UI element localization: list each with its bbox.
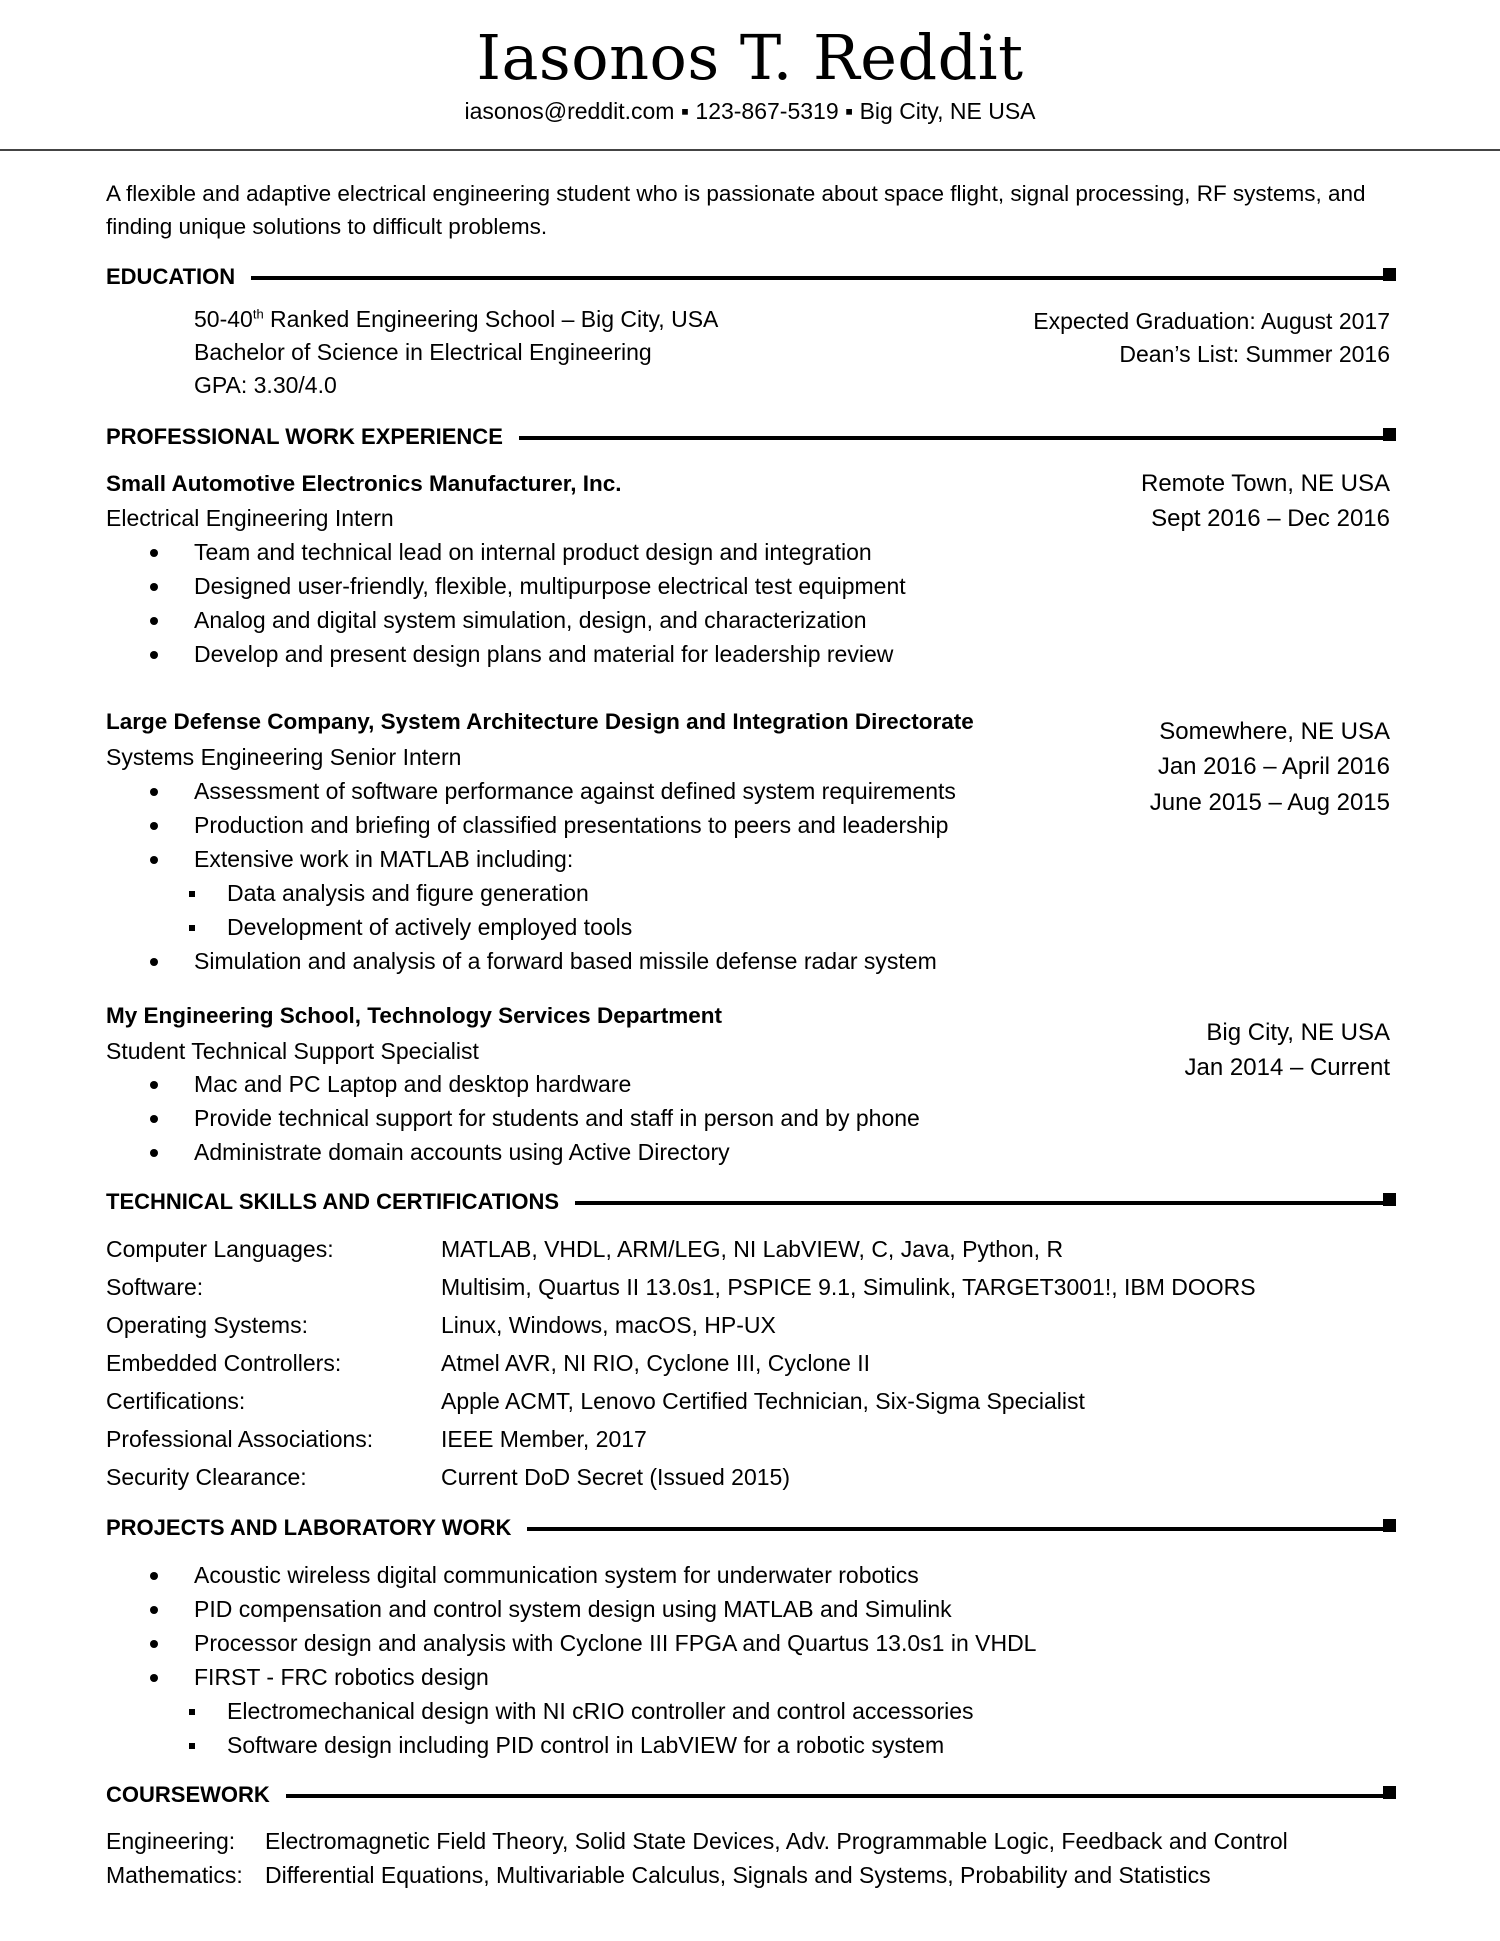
- bullet-icon: [150, 1674, 158, 1682]
- skill-label: Security Clearance:: [106, 1464, 307, 1490]
- list-item: [194, 1069, 631, 1099]
- gpa: GPA: 3.30/4.0: [194, 372, 337, 398]
- job-location: Big City, NE USA: [1206, 1019, 1390, 1046]
- bullet-icon: [150, 1081, 158, 1089]
- school-rank: 50-40: [194, 306, 253, 332]
- bullet-icon: [150, 583, 158, 591]
- job-location: Remote Town, NE USA: [1141, 470, 1390, 497]
- job-title: Electrical Engineering Intern: [106, 505, 394, 531]
- square-bullet-icon: [189, 1709, 195, 1715]
- section-heading-education: [106, 263, 1396, 291]
- list-item: [194, 844, 573, 874]
- deans-list: Dean’s List: Summer 2016: [1119, 341, 1390, 367]
- list-item: [194, 776, 956, 806]
- section-rule: [251, 276, 1383, 280]
- list-item: [194, 1594, 952, 1624]
- list-item-text: Production and briefing of classified presentations to peers and leadership: [194, 812, 949, 838]
- section-title: EDUCATION: [106, 264, 236, 289]
- bullet-icon: [150, 651, 158, 659]
- list-item-text: Development of actively employed tools: [227, 914, 633, 940]
- list-item-text: Analog and digital system simulation, design, and characterization: [194, 607, 867, 633]
- list-item-text: Designed user-friendly, flexible, multipurpose electrical test equipment: [194, 573, 906, 599]
- graduation-date: Expected Graduation: August 2017: [1033, 308, 1390, 334]
- section-heading-experience: [106, 423, 1396, 451]
- skill-label: Operating Systems:: [106, 1312, 308, 1338]
- skill-label: Computer Languages:: [106, 1236, 334, 1262]
- sub-list-item: [227, 1730, 944, 1760]
- coursework-label: Engineering:: [106, 1828, 236, 1854]
- list-item-text: Processor design and analysis with Cyclone III FPGA and Quartus 13.0s1 in VHDL: [194, 1630, 1037, 1656]
- list-item-text: Develop and present design plans and material for leadership review: [194, 641, 894, 667]
- section-heading-coursework: [106, 1781, 1396, 1809]
- section-heading-projects: [106, 1514, 1396, 1542]
- list-item-text: Simulation and analysis of a forward based missile defense radar system: [194, 948, 937, 974]
- bullet-icon: [150, 1115, 158, 1123]
- section-title: TECHNICAL SKILLS AND CERTIFICATIONS: [106, 1189, 560, 1214]
- list-item: [194, 1103, 920, 1133]
- section-rule-end-square: [1383, 1786, 1396, 1799]
- list-item: [194, 1662, 489, 1692]
- list-item-text: Software design including PID control in LabVIEW for a robotic system: [227, 1732, 945, 1758]
- list-item-text: Team and technical lead on internal product design and integration: [194, 539, 872, 565]
- list-item: [194, 537, 872, 567]
- job-dates: Sept 2016 – Dec 2016: [1151, 505, 1390, 532]
- sub-list-item: [227, 912, 632, 942]
- company-name: Large Defense Company, System Architecture Design and Integration Directorate: [106, 709, 974, 734]
- skill-value: Atmel AVR, NI RIO, Cyclone III, Cyclone II: [441, 1350, 871, 1376]
- section-title: COURSEWORK: [106, 1782, 270, 1807]
- summary-paragraph: A flexible and adaptive electrical engineering student who is passionate about space flight, signal processing, RF systems, and finding unique solutions to difficult problems.: [106, 181, 1366, 239]
- candidate-name: Iasonos T. Reddit: [476, 21, 1024, 94]
- skill-value: Multisim, Quartus II 13.0s1, PSPICE 9.1, Simulink, TARGET3001!, IBM DOORS: [441, 1274, 1256, 1300]
- section-title: PROJECTS AND LABORATORY WORK: [106, 1515, 512, 1540]
- skill-label: Certifications:: [106, 1388, 246, 1414]
- section-rule-end-square: [1383, 268, 1396, 281]
- list-item-text: FIRST - FRC robotics design: [194, 1664, 489, 1690]
- skill-label: Software:: [106, 1274, 204, 1300]
- job-dates: June 2015 – Aug 2015: [1149, 789, 1390, 816]
- bullet-icon: [150, 1606, 158, 1614]
- sub-list-item: [227, 1696, 974, 1726]
- header-divider: [0, 149, 1500, 151]
- job-dates: Jan 2016 – April 2016: [1157, 753, 1390, 780]
- sub-list-item: [227, 878, 589, 908]
- school-name-text: Ranked Engineering School – Big City, USA: [263, 306, 719, 332]
- list-item-text: Mac and PC Laptop and desktop hardware: [194, 1071, 632, 1097]
- school-name: [194, 304, 718, 334]
- list-item: [194, 1137, 730, 1167]
- section-heading-skills: [106, 1188, 1396, 1216]
- list-item-text: PID compensation and control system design using MATLAB and Simulink: [194, 1596, 952, 1622]
- square-bullet-icon: [189, 925, 195, 931]
- list-item: [194, 1560, 919, 1590]
- company-name: Small Automotive Electronics Manufacturer, Inc.: [106, 471, 622, 496]
- list-item: [194, 1628, 1036, 1658]
- list-item-text: Extensive work in MATLAB including:: [194, 846, 574, 872]
- bullet-icon: [150, 958, 158, 966]
- section-rule: [527, 1527, 1383, 1531]
- skill-value: Apple ACMT, Lenovo Certified Technician, Six-Sigma Specialist: [441, 1388, 1085, 1414]
- section-rule: [575, 1201, 1383, 1205]
- list-item-text: Administrate domain accounts using Active Directory: [194, 1139, 730, 1165]
- list-item-text: Acoustic wireless digital communication system for underwater robotics: [194, 1562, 919, 1588]
- skill-value: IEEE Member, 2017: [441, 1426, 647, 1452]
- bullet-icon: [150, 1640, 158, 1648]
- skill-value: Current DoD Secret (Issued 2015): [441, 1464, 790, 1490]
- section-title: PROFESSIONAL WORK EXPERIENCE: [106, 424, 503, 449]
- list-item: [194, 810, 948, 840]
- coursework-value: Electromagnetic Field Theory, Solid State Devices, Adv. Programmable Logic, Feedback and Control: [265, 1828, 1288, 1854]
- list-item: [194, 571, 906, 601]
- job-title: Systems Engineering Senior Intern: [106, 744, 462, 770]
- section-rule: [286, 1794, 1383, 1798]
- bullet-icon: [150, 1572, 158, 1580]
- square-bullet-icon: [189, 1743, 195, 1749]
- list-item: [194, 639, 893, 669]
- skill-label: Professional Associations:: [106, 1426, 374, 1452]
- degree: Bachelor of Science in Electrical Engineering: [194, 339, 652, 365]
- bullet-icon: [150, 1149, 158, 1157]
- school-rank-suffix: th: [252, 306, 264, 322]
- section-rule-end-square: [1383, 428, 1396, 441]
- list-item: [194, 946, 937, 976]
- list-item-text: Electromechanical design with NI cRIO controller and control accessories: [227, 1698, 974, 1724]
- section-rule-end-square: [1383, 1193, 1396, 1206]
- skill-value: MATLAB, VHDL, ARM/LEG, NI LabVIEW, C, Java, Python, R: [441, 1236, 1064, 1262]
- company-name: My Engineering School, Technology Services Department: [106, 1003, 722, 1028]
- contact-info: iasonos@reddit.com ▪ 123-867-5319 ▪ Big City, NE USA: [464, 98, 1036, 124]
- bullet-icon: [150, 617, 158, 625]
- coursework-label: Mathematics:: [106, 1862, 243, 1888]
- job-title: Student Technical Support Specialist: [106, 1038, 479, 1064]
- list-item-text: Assessment of software performance against defined system requirements: [194, 778, 956, 804]
- skill-label: Embedded Controllers:: [106, 1350, 342, 1376]
- job-dates: Jan 2014 – Current: [1184, 1054, 1390, 1081]
- section-rule-end-square: [1383, 1519, 1396, 1532]
- list-item-text: Data analysis and figure generation: [227, 880, 589, 906]
- bullet-icon: [150, 822, 158, 830]
- bullet-icon: [150, 788, 158, 796]
- coursework-value: Differential Equations, Multivariable Calculus, Signals and Systems, Probability and Statistics: [265, 1862, 1211, 1888]
- list-item: [194, 605, 867, 635]
- square-bullet-icon: [189, 891, 195, 897]
- job-location: Somewhere, NE USA: [1159, 718, 1390, 745]
- skill-value: Linux, Windows, macOS, HP-UX: [441, 1312, 776, 1338]
- list-item-text: Provide technical support for students and staff in person and by phone: [194, 1105, 920, 1131]
- bullet-icon: [150, 856, 158, 864]
- section-rule: [519, 436, 1383, 440]
- bullet-icon: [150, 549, 158, 557]
